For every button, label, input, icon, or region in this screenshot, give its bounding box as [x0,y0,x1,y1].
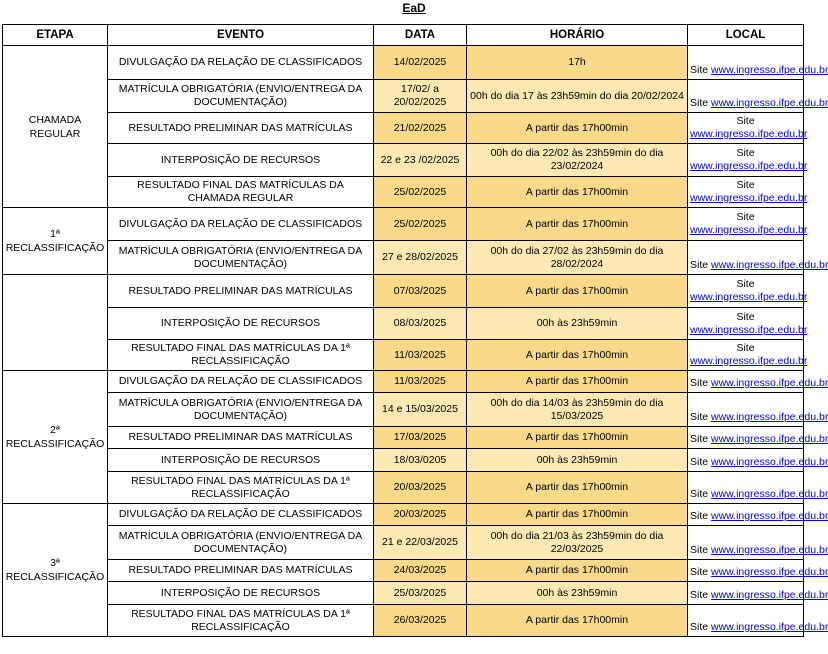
site-link[interactable]: www.ingresso.ifpe.edu.br [690,128,808,140]
table-row [3,427,804,449]
data-cell: 25/02/2025 [374,177,467,208]
horario-cell: 00h do dia 21/03 às 23h59min do dia 22/03/2025 [467,526,688,560]
evento-cell: MATRÍCULA OBRIGATÓRIA (ENVIO/ENTREGA DA DOCUMENTAÇÃO) [108,80,374,113]
evento-cell: DIVULGAÇÃO DA RELAÇÃO DE CLASSIFICADOS [108,504,374,526]
table-row [3,113,804,144]
data-cell: 25/02/2025 [374,208,467,241]
site-link[interactable]: www.ingresso.ifpe.edu.br [711,589,828,601]
data-cell: 11/03/2025 [374,371,467,393]
local-cell [688,340,808,371]
site-link[interactable]: www.ingresso.ifpe.edu.br [711,566,828,578]
horario-cell: 00h às 23h59min [467,308,688,340]
data-cell: 20/03/2025 [374,472,467,504]
horario-cell: A partir das 17h00min [467,208,688,241]
data-cell: 24/03/2025 [374,560,467,582]
site-label: Site [736,278,755,290]
local-cell [688,308,808,340]
table-row [3,208,804,241]
table-row [3,340,804,371]
site-label: Site [690,259,709,271]
evento-cell: DIVULGAÇÃO DA RELAÇÃO DE CLASSIFICADOS [108,46,374,80]
table-row [3,241,804,275]
site-link[interactable]: www.ingresso.ifpe.edu.br [711,377,828,389]
data-cell: 17/02/ a 20/02/2025 [374,80,467,113]
evento-cell: INTERPOSIÇÃO DE RECURSOS [108,449,374,472]
site-label: Site [690,589,709,601]
local-cell [688,46,828,80]
table-row [3,80,804,113]
header-row [3,25,804,46]
header-local: LOCAL [688,25,804,46]
site-label: Site [736,342,755,354]
data-cell: 21/02/2025 [374,113,467,144]
evento-cell: INTERPOSIÇÃO DE RECURSOS [108,144,374,177]
site-link[interactable]: www.ingresso.ifpe.edu.br [690,323,808,336]
data-cell: 18/03/0205 [374,449,467,472]
evento-cell: RESULTADO FINAL DAS MATRÍCULAS DA CHAMADA REGULAR [108,177,374,208]
evento-cell: RESULTADO PRELIMINAR DAS MATRÍCULAS [108,427,374,449]
site-link[interactable]: www.ingresso.ifpe.edu.br [690,192,808,204]
header-horario: HORÁRIO [467,25,688,46]
header-data: DATA [374,25,467,46]
local-cell [688,560,828,582]
local-cell [688,275,808,308]
horario-cell: A partir das 17h00min [467,371,688,393]
etapa-cell: 3ª RECLASSIFICAÇÃO [3,504,108,637]
site-label: Site [690,411,709,423]
etapa-cell [3,275,108,371]
horario-cell: A partir das 17h00min [467,560,688,582]
site-label: Site [690,64,709,76]
site-link[interactable]: www.ingresso.ifpe.edu.br [690,355,808,367]
data-cell: 25/03/2025 [374,582,467,605]
local-cell [688,113,808,144]
local-cell [688,144,808,177]
evento-cell: RESULTADO FINAL DAS MATRÍCULAS DA 1ª RECLASSIFICAÇÃO [108,340,374,371]
horario-cell: A partir das 17h00min [467,427,688,449]
site-link[interactable]: www.ingresso.ifpe.edu.br [711,621,828,633]
evento-cell: MATRÍCULA OBRIGATÓRIA (ENVIO/ENTREGA DA DOCUMENTAÇÃO) [108,393,374,427]
evento-cell: RESULTADO PRELIMINAR DAS MATRÍCULAS [108,560,374,582]
data-cell: 21 e 22/03/2025 [374,526,467,560]
local-cell [688,582,828,605]
evento-cell: MATRÍCULA OBRIGATÓRIA (ENVIO/ENTREGA DA DOCUMENTAÇÃO) [108,526,374,560]
table-row [3,504,804,526]
table-row [3,144,804,177]
data-cell: 27 e 28/02/2025 [374,241,467,275]
table-row [3,449,804,472]
data-cell: 14/02/2025 [374,46,467,80]
data-cell: 14 e 15/03/2025 [374,393,467,427]
evento-cell: RESULTADO FINAL DAS MATRÍCULAS DA 1ª RECLASSIFICAÇÃO [108,472,374,504]
table-row [3,472,804,504]
table-row [3,308,804,340]
page-title: EaD [402,1,426,15]
local-cell [688,208,808,241]
evento-cell: DIVULGAÇÃO DA RELAÇÃO DE CLASSIFICADOS [108,371,374,393]
evento-cell: RESULTADO PRELIMINAR DAS MATRÍCULAS [108,275,374,308]
local-cell [688,241,828,275]
local-cell [688,449,828,472]
local-cell [688,427,828,449]
header-etapa: ETAPA [3,25,108,46]
site-link[interactable]: www.ingresso.ifpe.edu.br [711,433,828,445]
site-link[interactable]: www.ingresso.ifpe.edu.br [711,64,828,76]
etapa-cell: 2ª RECLASSIFICAÇÃO [3,371,108,504]
horario-cell: 00h do dia 14/03 às 23h59min do dia 15/03/2025 [467,393,688,427]
local-cell [688,504,828,526]
site-label: Site [690,621,709,633]
site-label: Site [736,147,755,159]
site-label: Site [736,115,755,127]
data-cell: 11/03/2025 [374,340,467,371]
horario-cell: 17h [467,46,688,80]
evento-cell: INTERPOSIÇÃO DE RECURSOS [108,308,374,340]
etapa-cell: 1ª RECLASSIFICAÇÃO [3,208,108,275]
horario-cell: A partir das 17h00min [467,340,688,371]
horario-cell: A partir das 17h00min [467,113,688,144]
local-cell [688,605,828,637]
site-label: Site [736,179,755,191]
data-cell: 22 e 23 /02/2025 [374,144,467,177]
schedule-table [2,24,828,637]
horario-cell: 00h do dia 17 às 23h59min do dia 20/02/2024 [467,80,688,113]
site-link[interactable]: www.ingresso.ifpe.edu.br [711,411,828,423]
header-evento: EVENTO [108,25,374,46]
site-link[interactable]: www.ingresso.ifpe.edu.br [711,259,828,271]
horario-cell: 00h do dia 27/02 às 23h59min do dia 28/02/2024 [467,241,688,275]
horario-cell: A partir das 17h00min [467,605,688,637]
table-row [3,275,804,308]
table-row [3,393,804,427]
local-cell [688,177,808,208]
table-row [3,605,804,637]
table-row [3,526,804,560]
data-cell: 07/03/2025 [374,275,467,308]
site-link[interactable]: www.ingresso.ifpe.edu.br [711,510,828,522]
site-label: Site [736,211,755,223]
site-link[interactable]: www.ingresso.ifpe.edu.br [690,291,808,303]
site-label: Site [690,544,709,556]
evento-cell: INTERPOSIÇÃO DE RECURSOS [108,582,374,605]
horario-cell: A partir das 17h00min [467,177,688,208]
site-label: Site [690,566,709,578]
site-label: Site [690,488,709,500]
site-link[interactable]: www.ingresso.ifpe.edu.br [711,544,828,556]
table-row [3,46,804,80]
local-cell [688,472,828,504]
local-cell [688,526,828,560]
site-link[interactable]: www.ingresso.ifpe.edu.br [711,456,828,468]
local-cell [688,393,828,427]
horario-cell: 00h às 23h59min [467,582,688,605]
table-row [3,177,804,208]
etapa-cell: CHAMADA REGULAR [3,46,108,208]
site-label: Site [690,433,709,445]
site-label: Site [690,456,709,468]
site-link[interactable]: www.ingresso.ifpe.edu.br [711,488,828,500]
table-row [3,371,804,393]
table-row [3,560,804,582]
evento-cell: MATRÍCULA OBRIGATÓRIA (ENVIO/ENTREGA DA DOCUMENTAÇÃO) [108,241,374,275]
evento-cell: DIVULGAÇÃO DA RELAÇÃO DE CLASSIFICADOS [108,208,374,241]
horario-cell: A partir das 17h00min [467,472,688,504]
site-label: Site [690,377,709,389]
data-cell: 17/03/2025 [374,427,467,449]
horario-cell: A partir das 17h00min [467,504,688,526]
site-label: Site [736,310,755,323]
horario-cell: A partir das 17h00min [467,275,688,308]
site-label: Site [690,510,709,522]
site-link[interactable]: www.ingresso.ifpe.edu.br [690,160,808,172]
site-link[interactable]: www.ingresso.ifpe.edu.br [711,97,828,109]
data-cell: 20/03/2025 [374,504,467,526]
table-row [3,582,804,605]
local-cell [688,371,828,393]
local-cell [688,80,828,113]
site-label: Site [690,97,709,109]
data-cell: 26/03/2025 [374,605,467,637]
horario-cell: 00h do dia 22/02 às 23h59min do dia 23/02/2024 [467,144,688,177]
evento-cell: RESULTADO FINAL DAS MATRÍCULAS DA 1ª RECLASSIFICAÇÃO [108,605,374,637]
evento-cell: RESULTADO PRELIMINAR DAS MATRÍCULAS [108,113,374,144]
data-cell: 08/03/2025 [374,308,467,340]
site-link[interactable]: www.ingresso.ifpe.edu.br [690,224,808,236]
horario-cell: 00h às 23h59min [467,449,688,472]
